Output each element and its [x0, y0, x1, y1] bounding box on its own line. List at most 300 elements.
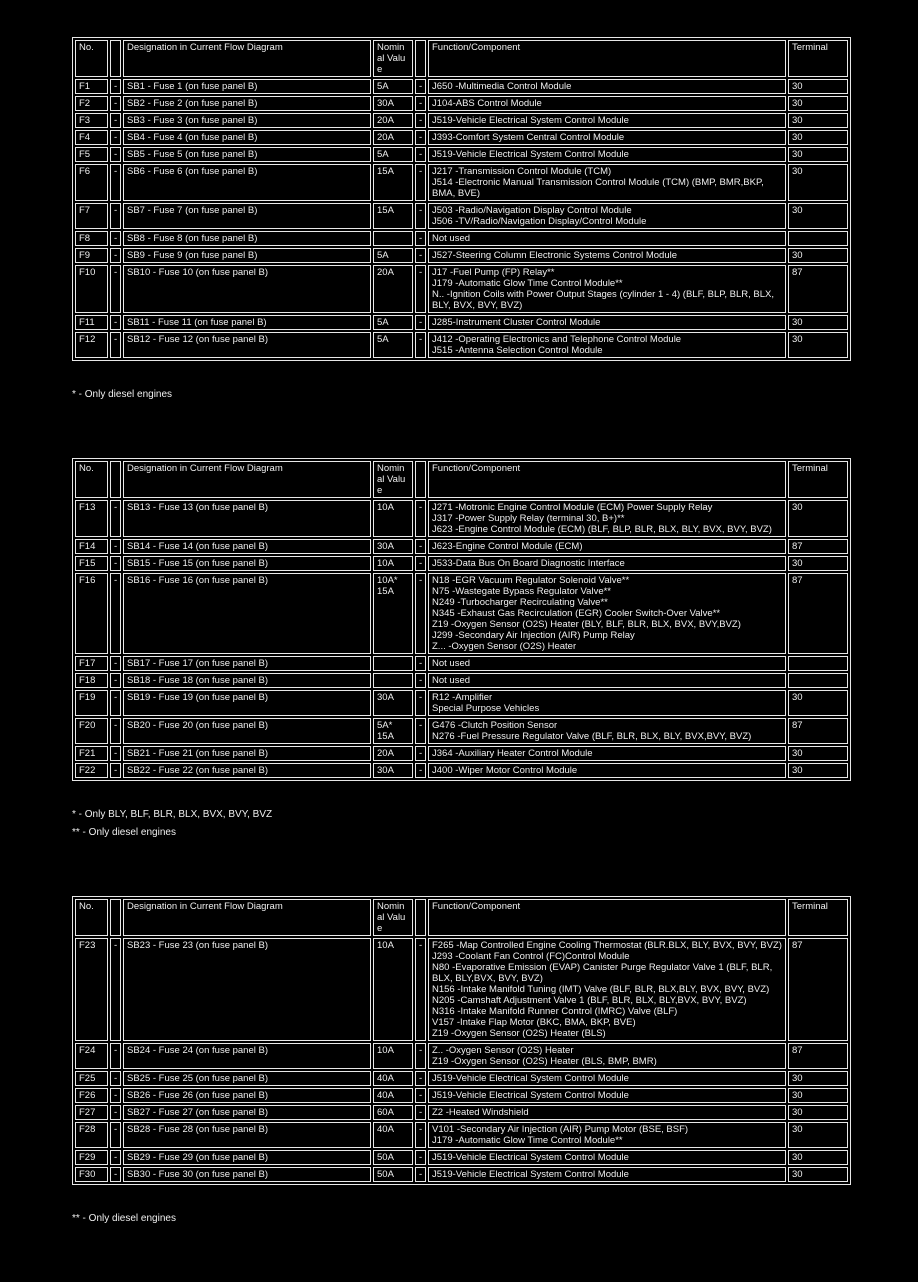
fuse-number: F24 [75, 1043, 108, 1069]
function-component-line: J299 -Secondary Air Injection (AIR) Pump Relay [432, 630, 635, 641]
fuse-designation: SB27 - Fuse 27 (on fuse panel B) [123, 1105, 371, 1120]
nominal-value [373, 746, 413, 761]
fuse-row-f11 [75, 315, 848, 330]
nominal-value [373, 1150, 413, 1165]
function-component-line: J650 -Multimedia Control Module [432, 81, 572, 92]
fuse-table-body [75, 79, 848, 358]
dash-separator: - [110, 1150, 121, 1165]
function-component-line: N.. -Ignition Coils with Power Output Stages (cylinder 1 - 4) (BLF, BLP, BLR, BLX, BLY, BVX, BVY, BVZ) [432, 289, 774, 311]
fuse-designation: SB23 - Fuse 23 (on fuse panel B) [123, 938, 371, 1041]
fuse-designation: SB13 - Fuse 13 (on fuse panel B) [123, 500, 371, 537]
nominal-value [373, 203, 413, 229]
function-component-line: J519-Vehicle Electrical System Control Module [432, 1169, 629, 1180]
dash-separator: - [415, 113, 426, 128]
col-header-terminal: Terminal [788, 899, 848, 936]
footnote: * - Only BLY, BLF, BLR, BLX, BVX, BVY, BVZ [72, 809, 273, 820]
nominal-value-line: 60A [377, 1107, 394, 1118]
dash-separator: - [110, 673, 121, 688]
function-component [428, 113, 786, 128]
col-header-nominal-value: Nominal Value [373, 461, 413, 498]
fuse-designation: SB22 - Fuse 22 (on fuse panel B) [123, 763, 371, 778]
fuse-designation: SB1 - Fuse 1 (on fuse panel B) [123, 79, 371, 94]
function-component-line: J527-Steering Column Electronic Systems Control Module [432, 250, 677, 261]
dash-separator: - [415, 500, 426, 537]
fuse-number: F16 [75, 573, 108, 654]
nominal-value [373, 231, 413, 246]
nominal-value [373, 573, 413, 654]
function-component [428, 1122, 786, 1148]
nominal-value [373, 1167, 413, 1182]
function-component-line: J364 -Auxiliary Heater Control Module [432, 748, 593, 759]
function-component-line: J514 -Electronic Manual Transmission Control Module (TCM) (BMP, BMR,BKP, BMA, BVE) [432, 177, 764, 199]
dash-separator: - [415, 1088, 426, 1103]
function-component-line: N18 -EGR Vacuum Regulator Solenoid Valve** [432, 575, 630, 586]
function-component [428, 656, 786, 671]
function-component [428, 556, 786, 571]
function-component [428, 79, 786, 94]
dash-separator: - [415, 1122, 426, 1148]
nominal-value [373, 1088, 413, 1103]
function-component-line: V101 -Secondary Air Injection (AIR) Pump Motor (BSE, BSF) [432, 1124, 689, 1135]
dash-separator: - [415, 938, 426, 1041]
function-component-line: J623-Engine Control Module (ECM) [432, 541, 583, 552]
fuse-number: F2 [75, 96, 108, 111]
function-component-line: J515 -Antenna Selection Control Module [432, 345, 603, 356]
terminal-value: 30 [788, 1088, 848, 1103]
header-row [75, 461, 848, 498]
fuse-number: F9 [75, 248, 108, 263]
fuse-row-f26 [75, 1088, 848, 1103]
col-header-no: No. [75, 40, 108, 77]
terminal-value: 30 [788, 556, 848, 571]
dash-separator: - [415, 203, 426, 229]
function-component [428, 673, 786, 688]
fuse-designation: SB5 - Fuse 5 (on fuse panel B) [123, 147, 371, 162]
fuse-table [72, 896, 851, 1185]
fuse-row-f2 [75, 96, 848, 111]
header-row [75, 899, 848, 936]
fuse-designation: SB3 - Fuse 3 (on fuse panel B) [123, 113, 371, 128]
terminal-value [788, 656, 848, 671]
function-component-line: N276 -Fuel Pressure Regulator Valve (BLF, BLR, BLX, BLY, BVX,BVY, BVZ) [432, 731, 752, 742]
header-row [75, 40, 848, 77]
dash-separator: - [110, 130, 121, 145]
terminal-value: 30 [788, 746, 848, 761]
fuse-number: F15 [75, 556, 108, 571]
fuse-number: F8 [75, 231, 108, 246]
nominal-value [373, 265, 413, 313]
function-component-line: J285-Instrument Cluster Control Module [432, 317, 601, 328]
fuse-number: F26 [75, 1088, 108, 1103]
function-component-line: J271 -Motronic Engine Control Module (ECM) Power Supply Relay [432, 502, 713, 513]
nominal-value [373, 763, 413, 778]
terminal-value: 30 [788, 248, 848, 263]
fuse-number: F25 [75, 1071, 108, 1086]
nominal-value-line: 5A [377, 81, 389, 92]
col-header-function-component: Function/Component [428, 461, 786, 498]
nominal-value-line: 5A [377, 149, 389, 160]
terminal-value: 30 [788, 164, 848, 201]
dash-separator: - [415, 718, 426, 744]
fuse-row-f17 [75, 656, 848, 671]
function-component [428, 248, 786, 263]
function-component [428, 96, 786, 111]
terminal-value: 87 [788, 718, 848, 744]
nominal-value-line: 5A [377, 250, 389, 261]
dash-separator: - [415, 690, 426, 716]
function-component-line: Not used [432, 233, 471, 244]
fuse-table-section-fuses-f1-f12 [72, 37, 918, 401]
nominal-value-line: 10A [377, 502, 394, 513]
terminal-value: 30 [788, 332, 848, 358]
function-component-line: J179 -Automatic Glow Time Control Module** [432, 278, 623, 289]
function-component [428, 573, 786, 654]
dash-separator: - [110, 113, 121, 128]
dash-separator: - [415, 673, 426, 688]
nominal-value-line: 50A [377, 1169, 394, 1180]
function-component-line: J503 -Radio/Navigation Display Control Module [432, 205, 632, 216]
dash-separator: - [415, 164, 426, 201]
terminal-value: 30 [788, 763, 848, 778]
fuse-number: F17 [75, 656, 108, 671]
function-component [428, 265, 786, 313]
nominal-value-line: 15A [377, 586, 394, 597]
dash-separator: - [415, 1071, 426, 1086]
dash-separator: - [415, 556, 426, 571]
function-component-line: Z.. -Oxygen Sensor (O2S) Heater [432, 1045, 574, 1056]
dash-separator: - [415, 539, 426, 554]
nominal-value [373, 938, 413, 1041]
function-component-line: J519-Vehicle Electrical System Control Module [432, 149, 629, 160]
function-component-line: N80 -Evaporative Emission (EVAP) Canister Purge Regulator Valve 1 (BLF, BLR, BLX, BLY,BVX, BVY, BVZ) [432, 962, 773, 984]
fuse-number: F29 [75, 1150, 108, 1165]
footnotes [72, 1213, 918, 1225]
dash-separator: - [415, 573, 426, 654]
function-component [428, 332, 786, 358]
terminal-value: 30 [788, 1150, 848, 1165]
fuse-number: F13 [75, 500, 108, 537]
dash-separator: - [110, 573, 121, 654]
function-component [428, 1167, 786, 1182]
terminal-value [788, 673, 848, 688]
col-header-designation: Designation in Current Flow Diagram [123, 40, 371, 77]
function-component [428, 164, 786, 201]
nominal-value-line: 10A [377, 940, 394, 951]
fuse-row-f29 [75, 1150, 848, 1165]
fuse-number: F12 [75, 332, 108, 358]
nominal-value-line: 40A [377, 1124, 394, 1135]
fuse-row-f6 [75, 164, 848, 201]
function-component [428, 147, 786, 162]
function-component-line: Z... -Oxygen Sensor (O2S) Heater [432, 641, 577, 652]
function-component-line: J412 -Operating Electronics and Telephone Control Module [432, 334, 682, 345]
fuse-row-f25 [75, 1071, 848, 1086]
col-header-function-component: Function/Component [428, 40, 786, 77]
function-component-line: J217 -Transmission Control Module (TCM) [432, 166, 612, 177]
fuse-number: F27 [75, 1105, 108, 1120]
fuse-designation: SB29 - Fuse 29 (on fuse panel B) [123, 1150, 371, 1165]
terminal-value: 30 [788, 113, 848, 128]
function-component-line: R12 -Amplifier [432, 692, 493, 703]
fuse-number: F19 [75, 690, 108, 716]
nominal-value-line: 50A [377, 1152, 394, 1163]
fuse-row-f19 [75, 690, 848, 716]
fuse-designation: SB18 - Fuse 18 (on fuse panel B) [123, 673, 371, 688]
fuse-designation: SB4 - Fuse 4 (on fuse panel B) [123, 130, 371, 145]
dash-separator: - [110, 147, 121, 162]
nominal-value [373, 130, 413, 145]
function-component [428, 746, 786, 761]
nominal-value-line: 5A [377, 317, 389, 328]
fuse-designation: SB15 - Fuse 15 (on fuse panel B) [123, 556, 371, 571]
function-component [428, 539, 786, 554]
fuse-designation: SB12 - Fuse 12 (on fuse panel B) [123, 332, 371, 358]
terminal-value: 30 [788, 147, 848, 162]
fuse-row-f13 [75, 500, 848, 537]
dash-separator: - [415, 1105, 426, 1120]
fuse-designation: SB21 - Fuse 21 (on fuse panel B) [123, 746, 371, 761]
fuse-table-section-fuses-f13-f22 [72, 458, 918, 839]
function-component-line: N205 -Camshaft Adjustment Valve 1 (BLF, BLR, BLX, BLY,BVX, BVY, BVZ) [432, 995, 747, 1006]
function-component-line: J317 -Power Supply Relay (terminal 30, B+)** [432, 513, 625, 524]
dash-separator: - [110, 938, 121, 1041]
nominal-value [373, 113, 413, 128]
col-header-terminal: Terminal [788, 461, 848, 498]
fuse-row-f3 [75, 113, 848, 128]
dash-separator: - [415, 1167, 426, 1182]
nominal-value [373, 673, 413, 688]
terminal-value: 30 [788, 1071, 848, 1086]
nominal-value-line: 40A [377, 1090, 394, 1101]
nominal-value [373, 556, 413, 571]
dash-separator: - [110, 96, 121, 111]
nominal-value [373, 1105, 413, 1120]
dash-separator: - [110, 248, 121, 263]
function-component-line: Z19 -Oxygen Sensor (O2S) Heater (BLS) [432, 1028, 606, 1039]
terminal-value: 30 [788, 1167, 848, 1182]
nominal-value [373, 690, 413, 716]
terminal-value: 30 [788, 690, 848, 716]
function-component-line: N345 -Exhaust Gas Recirculation (EGR) Cooler Switch-Over Valve** [432, 608, 721, 619]
fuse-designation: SB19 - Fuse 19 (on fuse panel B) [123, 690, 371, 716]
nominal-value [373, 248, 413, 263]
fuse-number: F18 [75, 673, 108, 688]
col-header-spacer-1 [110, 461, 121, 498]
fuse-number: F6 [75, 164, 108, 201]
fuse-designation: SB17 - Fuse 17 (on fuse panel B) [123, 656, 371, 671]
nominal-value-line: 20A [377, 748, 394, 759]
dash-separator: - [415, 332, 426, 358]
dash-separator: - [415, 315, 426, 330]
col-header-spacer-1 [110, 40, 121, 77]
function-component-line: J506 -TV/Radio/Navigation Display/Control Module [432, 216, 647, 227]
nominal-value-line: 30A [377, 765, 394, 776]
fuse-designation: SB6 - Fuse 6 (on fuse panel B) [123, 164, 371, 201]
function-component [428, 500, 786, 537]
fuse-row-f10 [75, 265, 848, 313]
fuse-number: F23 [75, 938, 108, 1041]
function-component-line: Special Purpose Vehicles [432, 703, 540, 714]
function-component [428, 231, 786, 246]
nominal-value [373, 718, 413, 744]
fuse-table-body [75, 500, 848, 778]
fuse-row-f8 [75, 231, 848, 246]
fuse-number: F20 [75, 718, 108, 744]
dash-separator: - [415, 248, 426, 263]
nominal-value [373, 332, 413, 358]
fuse-number: F4 [75, 130, 108, 145]
function-component-line: J293 -Coolant Fan Control (FC)Control Module [432, 951, 630, 962]
fuse-designation: SB11 - Fuse 11 (on fuse panel B) [123, 315, 371, 330]
footnote: ** - Only diesel engines [72, 827, 176, 838]
function-component-line: Z2 -Heated Windshield [432, 1107, 529, 1118]
terminal-value: 30 [788, 1105, 848, 1120]
dash-separator: - [415, 763, 426, 778]
col-header-nominal-value: Nominal Value [373, 899, 413, 936]
fuse-number: F3 [75, 113, 108, 128]
fuse-row-f7 [75, 203, 848, 229]
nominal-value [373, 1043, 413, 1069]
fuse-row-f1 [75, 79, 848, 94]
col-header-terminal: Terminal [788, 40, 848, 77]
fuse-row-f16 [75, 573, 848, 654]
dash-separator: - [415, 231, 426, 246]
function-component-line: Z19 -Oxygen Sensor (O2S) Heater (BLY, BLF, BLR, BLX, BVX, BVY,BVZ) [432, 619, 741, 630]
nominal-value-line: 30A [377, 98, 394, 109]
function-component-line: N156 -Intake Manifold Tuning (IMT) Valve (BLF, BLR, BLX,BLY, BVX, BVY, BVZ) [432, 984, 770, 995]
dash-separator: - [415, 96, 426, 111]
fuse-row-f28 [75, 1122, 848, 1148]
dash-separator: - [110, 746, 121, 761]
fuse-row-f9 [75, 248, 848, 263]
dash-separator: - [110, 265, 121, 313]
dash-separator: - [110, 1071, 121, 1086]
fuse-table [72, 37, 851, 361]
footnote: * - Only diesel engines [72, 389, 173, 400]
function-component-line: J104-ABS Control Module [432, 98, 542, 109]
function-component [428, 1150, 786, 1165]
dash-separator: - [415, 79, 426, 94]
fuse-number: F22 [75, 763, 108, 778]
fuse-designation: SB7 - Fuse 7 (on fuse panel B) [123, 203, 371, 229]
dash-separator: - [415, 656, 426, 671]
col-header-spacer-1 [110, 899, 121, 936]
dash-separator: - [110, 656, 121, 671]
nominal-value [373, 656, 413, 671]
dash-separator: - [110, 1043, 121, 1069]
dash-separator: - [110, 164, 121, 201]
col-header-spacer-2 [415, 461, 426, 498]
nominal-value [373, 147, 413, 162]
fuse-row-f30 [75, 1167, 848, 1182]
nominal-value-line: 20A [377, 132, 394, 143]
fuse-designation: SB20 - Fuse 20 (on fuse panel B) [123, 718, 371, 744]
function-component-line: Z19 -Oxygen Sensor (O2S) Heater (BLS, BMP, BMR) [432, 1056, 657, 1067]
fuse-designation: SB28 - Fuse 28 (on fuse panel B) [123, 1122, 371, 1148]
dash-separator: - [110, 763, 121, 778]
fuse-designation: SB16 - Fuse 16 (on fuse panel B) [123, 573, 371, 654]
nominal-value-line: 5A* [377, 720, 393, 731]
footnotes [72, 809, 918, 839]
footnote: ** - Only diesel engines [72, 1213, 176, 1224]
fuse-designation: SB25 - Fuse 25 (on fuse panel B) [123, 1071, 371, 1086]
function-component-line: J519-Vehicle Electrical System Control Module [432, 1073, 629, 1084]
dash-separator: - [415, 746, 426, 761]
col-header-function-component: Function/Component [428, 899, 786, 936]
function-component-line: Not used [432, 675, 471, 686]
fuse-number: F1 [75, 79, 108, 94]
nominal-value [373, 1071, 413, 1086]
fuse-designation: SB8 - Fuse 8 (on fuse panel B) [123, 231, 371, 246]
fuse-row-f15 [75, 556, 848, 571]
nominal-value-line: 30A [377, 692, 394, 703]
function-component [428, 1071, 786, 1086]
dash-separator: - [110, 231, 121, 246]
fuse-number: F28 [75, 1122, 108, 1148]
terminal-value: 30 [788, 1122, 848, 1148]
terminal-value: 87 [788, 938, 848, 1041]
col-header-nominal-value: Nominal Value [373, 40, 413, 77]
function-component [428, 1105, 786, 1120]
fuse-designation: SB14 - Fuse 14 (on fuse panel B) [123, 539, 371, 554]
function-component-line: J519-Vehicle Electrical System Control Module [432, 115, 629, 126]
terminal-value: 30 [788, 130, 848, 145]
dash-separator: - [110, 315, 121, 330]
fuse-row-f18 [75, 673, 848, 688]
function-component [428, 1088, 786, 1103]
col-header-spacer-2 [415, 40, 426, 77]
dash-separator: - [110, 79, 121, 94]
fuse-number: F21 [75, 746, 108, 761]
function-component-line: J179 -Automatic Glow Time Control Module** [432, 1135, 623, 1146]
col-header-no: No. [75, 899, 108, 936]
terminal-value: 87 [788, 1043, 848, 1069]
fuse-designation: SB2 - Fuse 2 (on fuse panel B) [123, 96, 371, 111]
footnotes [72, 389, 918, 401]
dash-separator: - [415, 265, 426, 313]
function-component-line: J533-Data Bus On Board Diagnostic Interface [432, 558, 625, 569]
function-component-line: J623 -Engine Control Module (ECM) (BLF, BLP, BLR, BLX, BLY, BVX, BVY, BVZ) [432, 524, 772, 535]
dash-separator: - [110, 690, 121, 716]
nominal-value-line: 5A [377, 334, 389, 345]
nominal-value-line: 15A [377, 731, 394, 742]
terminal-value: 87 [788, 573, 848, 654]
nominal-value-line: 15A [377, 166, 394, 177]
terminal-value: 87 [788, 265, 848, 313]
dash-separator: - [110, 1105, 121, 1120]
fuse-row-f22 [75, 763, 848, 778]
terminal-value [788, 231, 848, 246]
fuse-row-f14 [75, 539, 848, 554]
dash-separator: - [110, 1088, 121, 1103]
fuse-row-f5 [75, 147, 848, 162]
fuse-row-f24 [75, 1043, 848, 1069]
terminal-value: 30 [788, 500, 848, 537]
col-header-spacer-2 [415, 899, 426, 936]
function-component [428, 315, 786, 330]
terminal-value: 30 [788, 203, 848, 229]
terminal-value: 30 [788, 96, 848, 111]
col-header-no: No. [75, 461, 108, 498]
function-component-line: J393-Comfort System Central Control Module [432, 132, 625, 143]
terminal-value: 30 [788, 315, 848, 330]
function-component-line: N75 -Wastegate Bypass Regulator Valve** [432, 586, 612, 597]
nominal-value-line: 10A [377, 1045, 394, 1056]
fuse-designation: SB10 - Fuse 10 (on fuse panel B) [123, 265, 371, 313]
nominal-value-line: 10A* [377, 575, 398, 586]
function-component-line: J17 -Fuel Pump (FP) Relay** [432, 267, 555, 278]
function-component [428, 763, 786, 778]
